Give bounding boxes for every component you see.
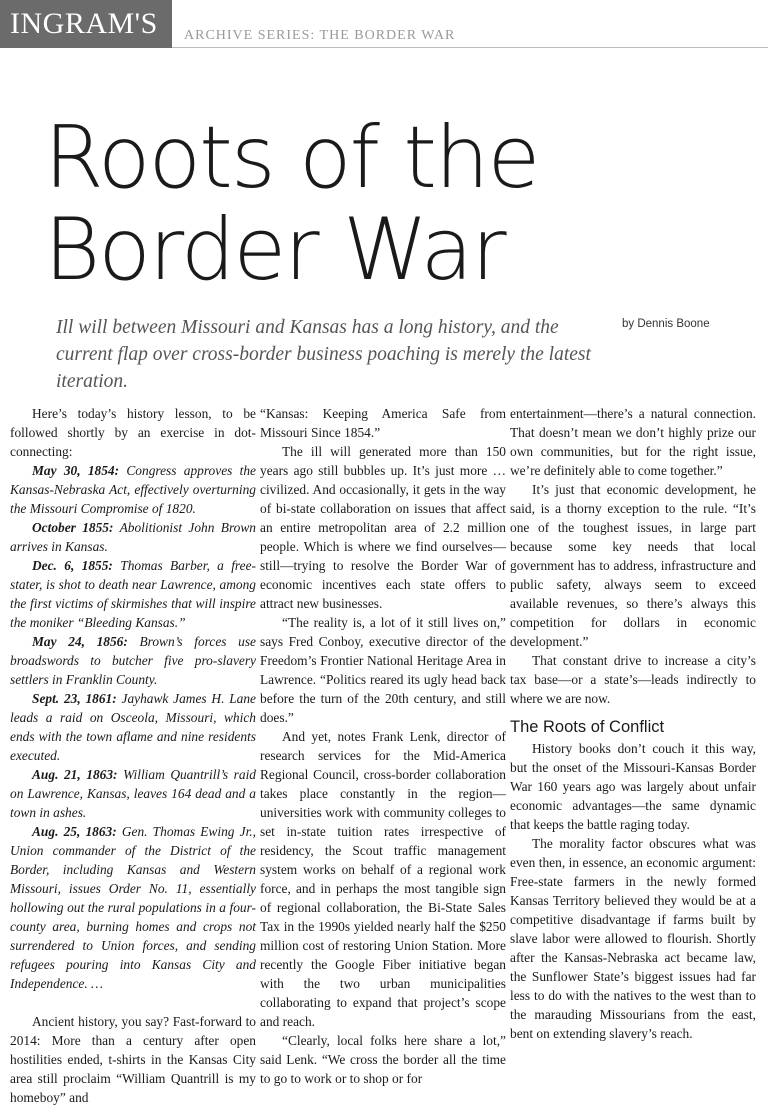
body-paragraph: History books don’t couch it this way, but the onset of the Missouri-Kansas Border War 160 years ago was largely about unfair economic advantages—the same dynamic that keeps the battle raging today. xyxy=(510,741,756,832)
timeline-entry xyxy=(10,765,256,822)
masthead xyxy=(0,0,768,48)
timeline-date: Sept. 23, 1861: xyxy=(32,691,117,706)
timeline-date: May 24, 1856: xyxy=(32,634,128,649)
timeline-entry xyxy=(10,556,256,632)
title-line-2: Border War xyxy=(44,200,505,300)
timeline-date: Aug. 21, 1863: xyxy=(32,767,118,782)
timeline-date: May 30, 1854: xyxy=(32,463,120,478)
intro-paragraph: Here’s today’s history lesson, to be followed shortly by an exercise in dot-connecting: xyxy=(10,406,256,459)
title-line-1: Roots of the xyxy=(44,108,539,208)
column-3 xyxy=(510,404,756,1043)
series-label: ARCHIVE SERIES: THE BORDER WAR xyxy=(184,28,456,43)
byline: by Dennis Boone xyxy=(622,318,710,330)
timeline-entry xyxy=(10,518,256,556)
body-paragraph: The ill will generated more than 150 years ago still bubbles up. It’s just more … civilized. And occasionally, it gets in the way of bi-state collaboration on issues that affect an entire metropolitan area of 2.2 million people. Which is where we find ourselves—still—trying to resolve the Border War of economic incentives each state offers to attract new businesses. xyxy=(260,444,506,611)
body-paragraph: entertainment—there’s a natural connection. That doesn’t mean we don’t highly prize our own communities, but for the right issue, we’re definitely able to come together.” xyxy=(510,406,756,478)
paragraph-gap xyxy=(10,993,256,1012)
timeline-entry xyxy=(10,461,256,518)
timeline-entry xyxy=(10,689,256,765)
section-subhead: The Roots of Conflict xyxy=(510,718,665,736)
timeline-entry xyxy=(10,632,256,689)
body-paragraph: The morality factor obscures what was even then, in essence, an economic argument: Free-state farmers in the newly formed Kansas Territory believed they would be at a competitive disadvantage if farms built by slave labor were allowed to flourish. Shortly after the Kansas-Nebraska act became law, the Sunflower State’s biggest issues had far less to do with the natives to the west than to the marauding Missourians from the east, bent on extending slavery’s reach. xyxy=(510,836,756,1041)
column-1 xyxy=(10,404,256,1107)
body-paragraph: It’s just that economic development, he said, is a thorny exception to the rule. “It’s one of the toughest issues, in large part because some key needs that local government has to address, infrastructure and public safety, always seem to exceed available revenues, so there’s always this competition for dollars in economic development.” xyxy=(510,482,756,649)
magazine-logo[interactable]: INGRAM'S xyxy=(0,0,172,48)
timeline-text: Abolitionist John Brown arrives in Kansas. xyxy=(10,520,256,554)
body-paragraph: “Clearly, local folks here share a lot,” said Lenk. “We cross the border all the time to go to work or to shop or for xyxy=(260,1033,506,1086)
timeline-date: Aug. 25, 1863: xyxy=(32,824,117,839)
timeline-text: Thomas Barber, a free-stater, is shot to death near Lawrence, among the first victims of skirmishes that will inspire the moniker “Bleeding Kansas.” xyxy=(10,558,256,630)
timeline-text: Jayhawk James H. Lane leads a raid on Osceola, Missouri, which ends with the town aflame and nine residents executed. xyxy=(10,691,256,763)
column-2 xyxy=(260,404,506,1088)
timeline-text: Brown’s forces use broadswords to butcher five pro-slavery settlers in Franklin County. xyxy=(10,634,256,687)
timeline-text: Congress approves the Kansas-Nebraska Act, effectively overturning the Missouri Compromise of 1820. xyxy=(10,463,256,516)
timeline-date: October 1855: xyxy=(32,520,114,535)
body-paragraph: “The reality is, a lot of it still lives on,” says Fred Conboy, executive director of the Freedom’s Frontier National Heritage Area in Lawrence. “Politics reared its ugly head back before the turn of the 20th century, and still does.” xyxy=(260,615,506,725)
article-deck: Ill will between Missouri and Kansas has a long history, and the current flap over cross-border business poaching is merely the latest iteration. xyxy=(56,317,591,392)
masthead-divider xyxy=(172,47,768,48)
timeline-text: William Quantrill’s raid on Lawrence, Kansas, leaves 164 dead and a town in ashes. xyxy=(10,767,256,820)
timeline-entry xyxy=(10,822,256,993)
timeline-text: Gen. Thomas Ewing Jr., Union commander of the District of the Border, including Kansas and Western Missouri, issues Order No. 11, essentially hollowing out the rural populations in a four-county area, burning homes and crops not surrendered to Union forces, and sending refugees pouring into Kansas City and Independence. … xyxy=(10,824,256,991)
body-paragraph: Ancient history, you say? Fast-forward to 2014: More than a century after open hostilities ended, t-shirts in the Kansas City area still proclaim “William Quantrill is my homeboy” and xyxy=(10,1014,256,1105)
article-title xyxy=(44,108,684,300)
body-paragraph: And yet, notes Frank Lenk, director of research services for the Mid-America Regional Council, cross-border collaboration takes place constantly in the region—universities work with community colleges to set in-state tuition rates irrespective of residency, the Scout traffic management system works on behalf of a regional work force, and in perhaps the most tangible sign of regional collaboration, the Bi-State Sales Tax in the 1990s yielded nearly half the $250 million cost of restoring Union Station. More recently the Google Fiber initiative began with the two urban municipalities collaborating to expand that project’s scope and reach. xyxy=(260,729,506,1029)
body-paragraph: That constant drive to increase a city’s tax base—or a state’s—leads indirectly to where we are now. xyxy=(510,653,756,706)
body-paragraph: “Kansas: Keeping America Safe from Missouri Since 1854.” xyxy=(260,406,506,440)
timeline-date: Dec. 6, 1855: xyxy=(32,558,113,573)
